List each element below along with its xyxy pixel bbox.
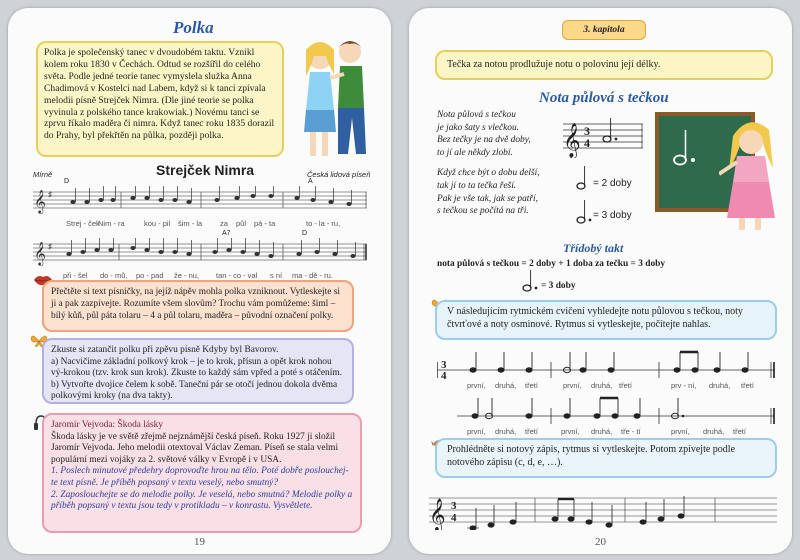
intro-box xyxy=(435,50,773,80)
listening-task-2: 2. Zaposlouchejte se do melodie polky. Je veselá, nebo smutná? Melodie polky a příběh popsaný v textu jsou tedy v protikladu – v konrastu. Vysvětlete. xyxy=(51,489,353,512)
count-label: druhá, xyxy=(591,427,613,436)
lyric-syllable: Nim - ra xyxy=(98,219,125,228)
count-label: první, xyxy=(561,427,580,436)
svg-text:♯: ♯ xyxy=(48,242,52,251)
svg-text:𝄞: 𝄞 xyxy=(34,243,46,265)
svg-text:3: 3 xyxy=(584,124,590,138)
poem-line: Nota půlová s tečkou xyxy=(437,110,516,120)
count-label: druhá, xyxy=(703,427,725,436)
count-label: první, xyxy=(563,381,582,390)
intro-text: Tečka za notou prodlužuje notu o polovinu její délky. xyxy=(447,59,661,70)
svg-text:𝄞: 𝄞 xyxy=(429,500,446,530)
task-step-a: a) Nacvičíme základní polkový krok – je to krok, přísun a opět krok nohou vý-krokou (tzv. krok sun krok). Zkuste to každý sám vpřed a poté s otáčením. xyxy=(51,356,342,379)
subtitle: Třídobý takt xyxy=(563,241,624,255)
poem-line: Když chce být o dobu delší, xyxy=(437,168,540,179)
page-title: Polka xyxy=(173,18,214,37)
task-box-song xyxy=(42,280,354,332)
poem-line: Pak je vše tak, jak se patří, xyxy=(437,193,539,204)
count-label: první, xyxy=(467,381,486,390)
song-tempo: Mírně xyxy=(33,170,53,179)
dotted-half-note-staff xyxy=(563,112,643,158)
count-label: první, xyxy=(671,427,690,436)
page-number: 20 xyxy=(595,536,606,548)
poem-line: to jí ale někdy zlobí. xyxy=(437,147,513,158)
right-page xyxy=(409,8,792,554)
count-label: třetí xyxy=(741,381,754,390)
svg-text:4: 4 xyxy=(584,136,590,150)
equation-half: = 2 doby xyxy=(593,178,632,189)
lyric-syllable: že - nu, xyxy=(174,271,200,280)
count-label: druhá, xyxy=(591,381,613,390)
rhythm-line-2 xyxy=(437,392,777,426)
intro-box xyxy=(36,41,284,157)
chord-label: D xyxy=(302,230,308,237)
task-intro: Zkuste si zatančit polku při zpěvu písně Kdyby byl Bavorov. xyxy=(51,345,279,355)
count-label: třetí xyxy=(525,381,538,390)
section-title: Nota půlová s tečkou xyxy=(539,90,669,106)
svg-text:4: 4 xyxy=(451,512,457,524)
task-box-rhythm xyxy=(435,300,777,340)
chapter-label: 3. kapitola xyxy=(583,25,625,35)
task-step-b: b) Vytvořte dvojice čelem k sobě. Taneční pár se otočí jednou dokola dvěma polkovými kroky (na dva takty). xyxy=(51,379,338,402)
count-label: druhá, xyxy=(495,381,517,390)
dotted-half-note-icon xyxy=(575,198,593,226)
svg-text:𝄞: 𝄞 xyxy=(34,191,46,213)
page-number: 19 xyxy=(194,536,205,548)
lyric-syllable: při - šel xyxy=(63,271,88,280)
chord-label: A7 xyxy=(222,230,231,237)
task-text: Přečtěte si text písničky, na jejíž nápěv mohla polka vzniknout. Vytleskejte si ji a pak zazpívejte. Rozumíte všem slovům? Trochu vám pomůžeme: šiml – bílý kůň, půl páta tolaru – 4 a půl tolaru, maděra – původní označení polky. xyxy=(51,287,340,321)
lyric-syllable: pá - ta xyxy=(254,219,276,228)
rhythm-line-1 xyxy=(437,346,777,380)
equation-dotted-half: = 3 doby xyxy=(593,210,632,221)
half-note-icon xyxy=(575,164,589,192)
count-label: třetí xyxy=(619,381,632,390)
task-box-dance xyxy=(42,338,354,404)
count-label: druhá, xyxy=(709,381,731,390)
left-page xyxy=(8,8,391,554)
song-origin: Česká lidová píseň xyxy=(307,170,371,179)
listening-text: Škoda lásky je ve světě zřejmě nejznámější česká píseň. Roku 1927 ji složil Jaromír Vejvoda. Jeho melodii otextoval Václav Zeman. Píseň se stala velmi populární mezi vojáky za 2. světové války v Evropě i v USA. xyxy=(51,431,339,465)
lyric-syllable: to - la - ru, xyxy=(306,219,341,228)
count-label: třetí xyxy=(733,427,746,436)
chalkboard-note-drawing xyxy=(671,126,701,170)
task-box-listening xyxy=(42,413,362,533)
count-label: prv - ní, xyxy=(671,381,697,390)
dancing-couple-illustration xyxy=(286,34,382,162)
lyric-syllable: Strej - ček xyxy=(66,219,100,228)
rule-text-2: = 3 doby xyxy=(541,281,576,291)
svg-text:𝄞: 𝄞 xyxy=(563,124,581,157)
intro-text: Polka je společenský tanec v dvoudobém taktu. Vznikl kolem roku 1830 v Čechách. Odtud se rozšířil do celého světa. Podle jedné teorie tanec vymyslela služka Anna Chadimová v Kostelci nad Labem, když si k tanci zpívala melodii písně Strejček Nimra. (Dle jiné teorie se polka vyvinula z polského tance krakowiak.) Novému tanci se zprvu říkalo maděra či nimra. Když tanec roku 1835 dorazil do Prahy, byl překřtěn na půlka, později polka. xyxy=(44,47,275,142)
svg-text:3: 3 xyxy=(441,359,447,371)
chapter-tab xyxy=(562,20,646,40)
poem-gap xyxy=(437,159,587,167)
task-text: V následujícím rytmickém cvičení vyhledejte notu půlovou s tečkou, noty čtvrťové a noty osminové. Rytmus si vytleskejte, počítejte nahlas. xyxy=(447,306,743,330)
count-label: druhá, xyxy=(495,427,517,436)
lyric-syllable: kou - pil xyxy=(144,219,171,228)
lyric-syllable: půl xyxy=(236,219,247,228)
svg-text:♯: ♯ xyxy=(48,190,52,199)
poem-line: Bez tečky je na dvě doby, xyxy=(437,135,531,146)
song-title: Strejček Nimra xyxy=(156,162,255,178)
chord-label: D xyxy=(64,178,70,185)
rule-text: nota půlová s tečkou = 2 doby + 1 doba za tečku = 3 doby xyxy=(437,259,666,269)
count-label: první, xyxy=(467,427,486,436)
lyric-syllable: po - pad xyxy=(136,271,164,280)
music-staff-1 xyxy=(33,186,367,220)
svg-text:3: 3 xyxy=(451,500,457,512)
lyric-syllable: za xyxy=(220,219,228,228)
task-box-notation xyxy=(435,438,777,478)
lyric-syllable: šim - la xyxy=(178,219,203,228)
lyric-syllable: ma - dě - ru. xyxy=(292,271,333,280)
listening-heading: Jaromír Vejvoda: Škoda lásky xyxy=(51,420,164,430)
count-label: třetí xyxy=(525,427,538,436)
chord-label: A xyxy=(308,178,313,185)
music-staff-2 xyxy=(33,238,367,272)
poem-line: tak jí to ta tečka řeší. xyxy=(437,180,517,191)
poem-line: je jako šaty s vlečkou. xyxy=(437,122,519,133)
count-label: tře - tí xyxy=(621,427,641,436)
lyric-syllable: tan - co - val xyxy=(216,271,258,280)
melody-staff xyxy=(429,486,779,530)
task-text: Prohlédněte si notový zápis, rytmus si vytleskejte. Potom zpívejte podle notového zápisu (c, d, e, …). xyxy=(447,444,736,468)
girl-illustration xyxy=(719,112,789,230)
lyric-syllable: s ní xyxy=(270,271,283,280)
poem-line: s tečkou se počítá na tři. xyxy=(437,206,529,217)
lyric-syllable: do - mů, xyxy=(100,271,128,280)
listening-task-1: 1. Poslech minutové předehry doprovoďte hrou na tělo. Poté dobře poslouchej-te text písně. Je příběh popsaný v textu veselý, nebo smutný? xyxy=(51,466,349,488)
svg-text:4: 4 xyxy=(441,370,447,380)
dotted-half-note-icon xyxy=(521,270,539,294)
